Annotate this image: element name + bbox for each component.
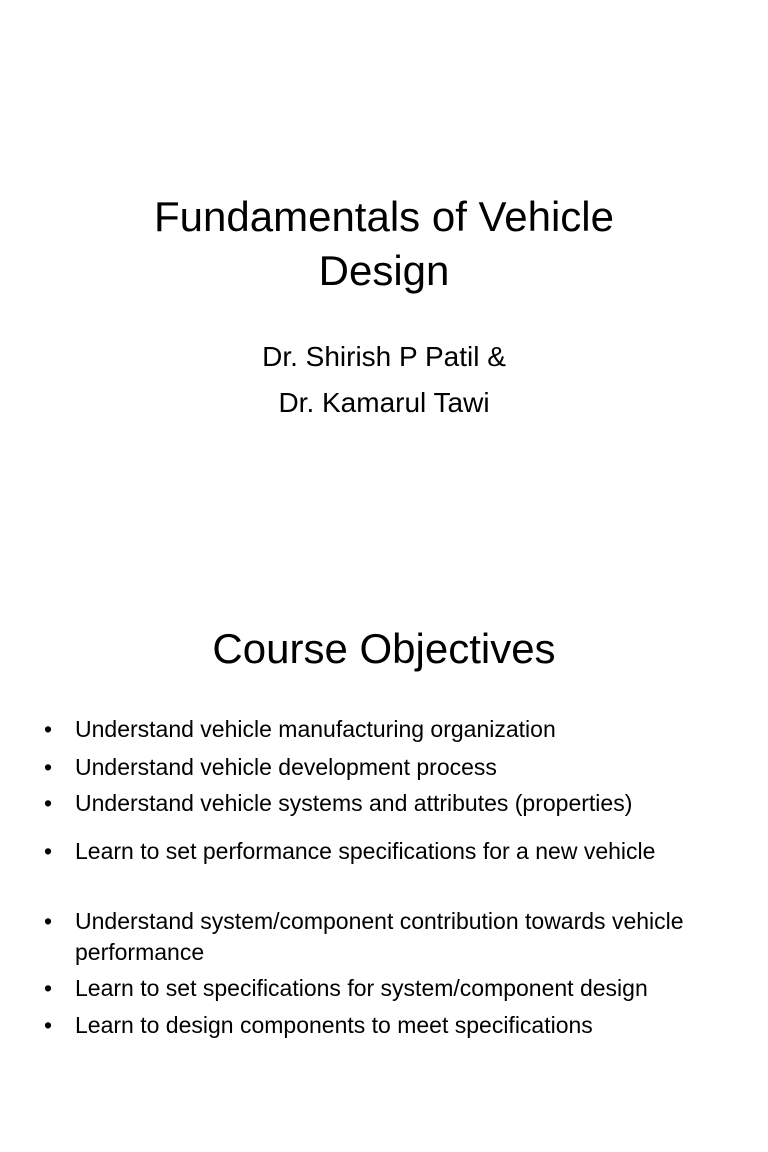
bullet-marker: • [44, 716, 53, 742]
title-line: Fundamentals of Vehicle [154, 193, 614, 240]
slide-title [0, 190, 768, 298]
author-name: Dr. Kamarul Tawi [278, 387, 490, 418]
slide-title: Course Objectives [212, 625, 556, 672]
bullet-marker: • [44, 975, 53, 1001]
list-item [44, 973, 724, 1004]
author-list [0, 334, 768, 426]
list-item [44, 906, 724, 968]
list-item [44, 714, 724, 745]
list-item-text: Understand system/component contribution towards vehicle performance [75, 908, 684, 965]
list-item-text: Understand vehicle systems and attributes (properties) [75, 790, 633, 816]
list-item-text: Learn to design components to meet specifications [75, 1012, 593, 1038]
bullet-marker: • [44, 838, 53, 864]
list-item-text: Understand vehicle development process [75, 754, 497, 780]
bullet-marker: • [44, 1012, 53, 1038]
author-name: Dr. Shirish P Patil & [262, 341, 506, 372]
bullet-marker: • [44, 754, 53, 780]
list-item-text: Understand vehicle manufacturing organization [75, 716, 556, 742]
list-item [44, 788, 724, 819]
list-item [44, 836, 724, 867]
list-item [44, 1010, 724, 1041]
list-item [44, 752, 724, 783]
objectives-slide [0, 576, 768, 1152]
list-item-text: Learn to set specifications for system/component design [75, 975, 648, 1001]
bullet-marker: • [44, 790, 53, 816]
title-line: Design [318, 247, 450, 294]
bullet-marker: • [44, 908, 53, 934]
list-item-text: Learn to set performance specifications for a new vehicle [75, 838, 656, 864]
